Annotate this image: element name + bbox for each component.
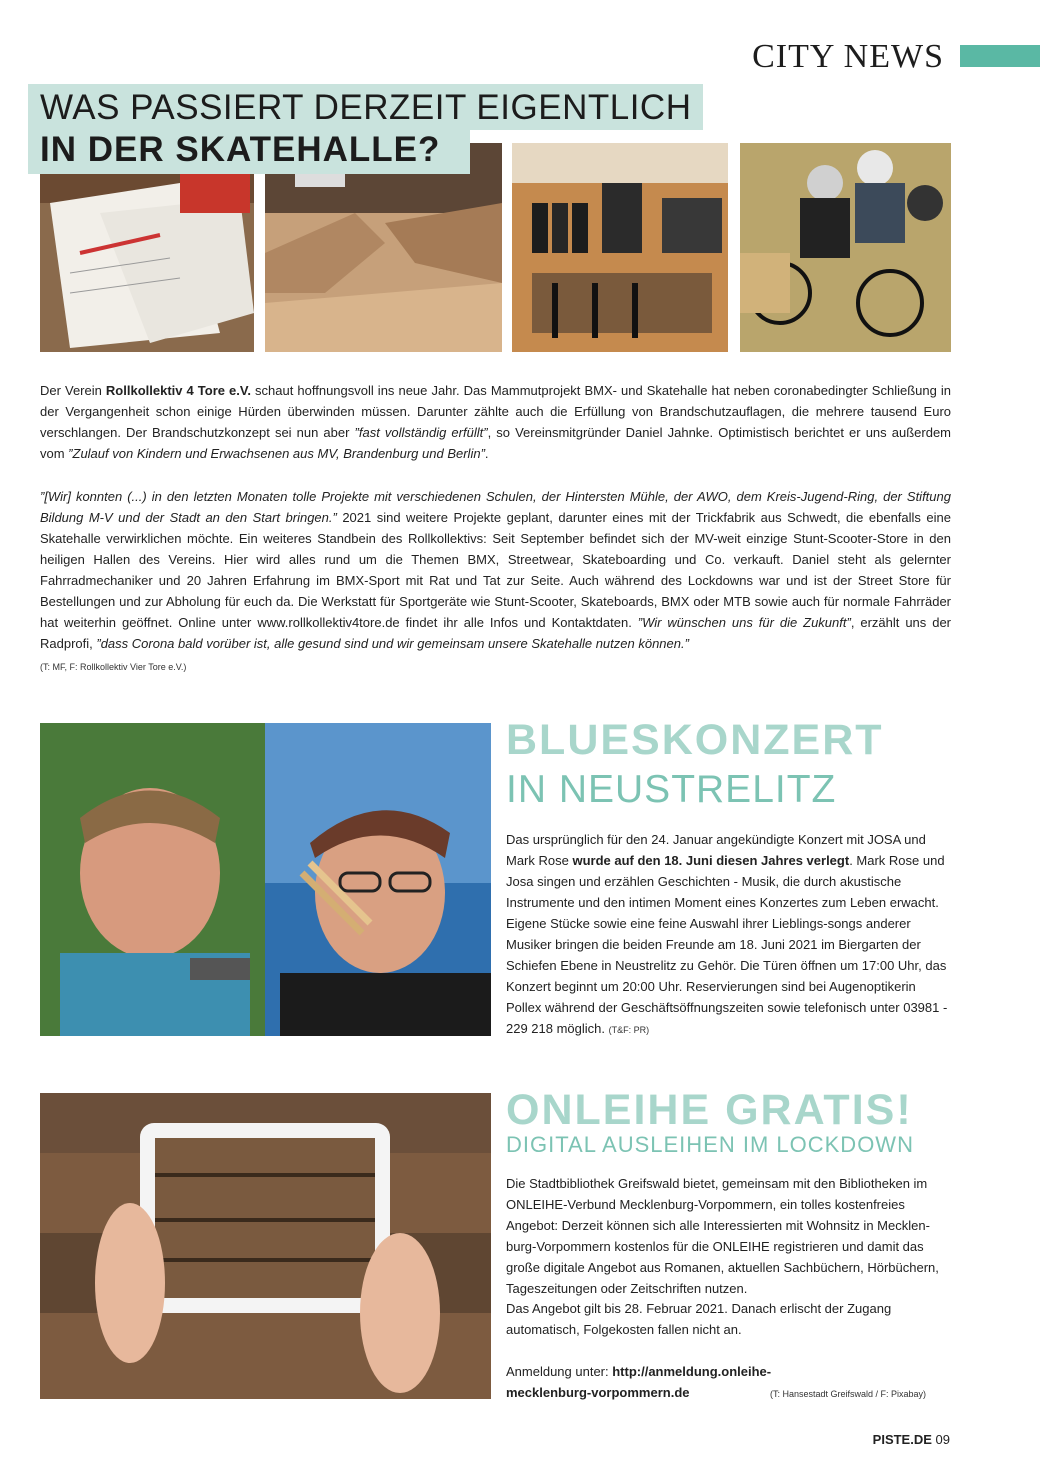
blues-body [506, 829, 951, 1039]
skate-headline-line1: WAS PASSIERT DERZEIT EIGENTLICH [28, 84, 703, 130]
text-run: 2021 sind weitere Projekte geplant, darunter eines mit der Trickfabrik aus Schwedt, die ebenfalls eine Skatehalle verwirklichen möchte. Ein weiteres Standbein des Rollkollektivs: Seit September befindet sich der MV-weit einzige Stunt-Scooter-Store in den heiligen Hallen des Vereins. Hier wird alles rund um die Themen BMX, Streetwear, Skateboarding und Co. verkauft. Daniel steht als gelernter Fahrradmechaniker und 20 Jahren Erfahrung im BMX-Sport mit Rat und Tat zur Seite. Auch während des Lockdowns war und ist der Street Store für Bestellungen und zur Abholung für euch da. Die Werkstatt für Sportgeräte wie Stunt-Scooter, Skateboards, BMX oder MTB sowie auch für normale Fahrräder hat weiterhin geöffnet. Online unter www.rollkollektiv4tore.de findet ihr alle Infos und Kontaktdaten. [40, 510, 951, 630]
text-run: , erzählt uns der Radprofi, [40, 615, 951, 651]
page-number: 09 [935, 1432, 950, 1447]
skate-credit: (T: MF, F: Rollkollektiv Vier Tore e.V.) [40, 662, 187, 672]
blues-credit: (T&F: PR) [608, 1025, 650, 1035]
onleihe-paragraph-2: Das Angebot gilt bis 28. Februar 2021. Danach erlischt der Zugang automatisch, Folgekosten fallen nicht an. [506, 1301, 892, 1337]
photo-bmx-riders [740, 143, 951, 352]
section-accent-bar [960, 45, 1040, 67]
signup-label: Anmeldung unter: [506, 1364, 613, 1379]
text-run: Das ursprünglich für den 24. Januar angekündigte Konzert mit JOSA und Mark Rose [506, 832, 926, 868]
section-title: CITY NEWS [752, 38, 944, 75]
onleihe-credit: (T: Hansestadt Greifswald / F: Pixabay) [770, 1389, 927, 1399]
footer-brand: PISTE.DE [872, 1432, 932, 1447]
text-run: schaut hoffnungsvoll ins neue Jahr. Das Mammutprojekt BMX- und Skatehalle hat neben coronabedingter Schließung in der Vergangenheit schon einige Hürden überwinden müssen. Darunter zählte auch die Erfüllung von Brandschutzauflagen, die mehrere tausend Euro verschlangen. Der Brandschutzkonzept sei nun aber [40, 383, 951, 440]
photo-fire-protection-plans [40, 143, 254, 352]
text-run: wurde auf den 18. Juni diesen Jahres verlegt [572, 853, 850, 868]
text-run: ”Zulauf von Kindern und Erwachsenen aus MV, Brandenburg und Berlin” [68, 446, 485, 461]
text-run: ”[Wir] konnten (...) in den letzten Monaten tolle Projekte mit verschiedenen Schulen, der Hintersten Mühle, der AWO, dem Kreis-Jugend-Ring, der Stiftung Bildung M-V und der Stadt an den Start bringen.” [40, 489, 951, 525]
text-run: ”dass Corona bald vorüber ist, alle gesund sind und wir gemeinsam unsere Skatehalle nutzen können.” [96, 636, 689, 651]
onleihe-paragraph-1: Die Stadtbibliothek Greifswald bietet, gemeinsam mit den Bibliotheken im ONLEIHE-Verbund Mecklenburg-Vorpommern, ein tolles kostenfreies Angebot: Derzeit können sich alle Interessierten mit Wohnsitz in Mecklen-burg-Vorpommern kostenlos für die ONLEIHE registrieren und damit das große digitale Angebot aus Romanen, aktuellen Sachbüchern, Hörbüchern, Tageszeitungen oder Zeitschriften nutzen. [506, 1176, 939, 1296]
text-run: ”Wir wünschen uns für die Zukunft” [637, 615, 851, 630]
blues-title: BLUESKONZERT [506, 716, 884, 764]
photo-musicians [40, 723, 491, 1036]
blues-subtitle: IN NEUSTRELITZ [506, 768, 837, 811]
onleihe-title: ONLEIHE GRATIS! [506, 1086, 913, 1134]
text-run: ”fast vollständig erfüllt” [354, 425, 488, 440]
skate-headline-line2: IN DER SKATEHALLE? [28, 128, 470, 174]
skate-paragraph-1 [40, 380, 951, 464]
text-run: . [484, 446, 489, 461]
text-run: , so Vereinsmitgründer Daniel Jahnke. Optimistisch berichtet er uns außerdem vom [40, 425, 951, 461]
text-run: . Mark Rose und Josa singen und erzählen Geschichten - Musik, die durch akustische Instrumente und den intimen Moment eines Konzertes zum Leben erwacht. Eigene Stücke sowie eine feine Auswahl ihrer Lieblings-songs anderer Musiker bringen die beiden Freunde am 18. Juni 2021 im Biergarten der Schiefen Ebene in Neustrelitz zu Gehör. Die Türen öffnen um 17:00 Uhr, das Konzert beginnt um 20:00 Uhr. Reservierungen sind bei Augenoptikerin Pollex während der Geschäftsöffnungszeiten sowie telefonisch unter 03981 - 229 218 möglich. [506, 853, 948, 1036]
photo-scooter-store [512, 143, 728, 352]
onleihe-subtitle: DIGITAL AUSLEIHEN IM LOCKDOWN [506, 1132, 914, 1157]
signup-url-line2[interactable]: mecklenburg-vorpommern.de [506, 1385, 690, 1400]
skate-paragraph-2 [40, 486, 951, 654]
text-run: Rollkollektiv 4 Tore e.V. [105, 383, 251, 398]
photo-tablet-bookshelf [40, 1093, 491, 1399]
signup-url-line1[interactable]: http://anmeldung.onleihe- [612, 1364, 772, 1379]
page-footer [873, 1432, 950, 1447]
text-run: Der Verein [40, 383, 106, 398]
photo-skate-ramps [265, 143, 502, 352]
